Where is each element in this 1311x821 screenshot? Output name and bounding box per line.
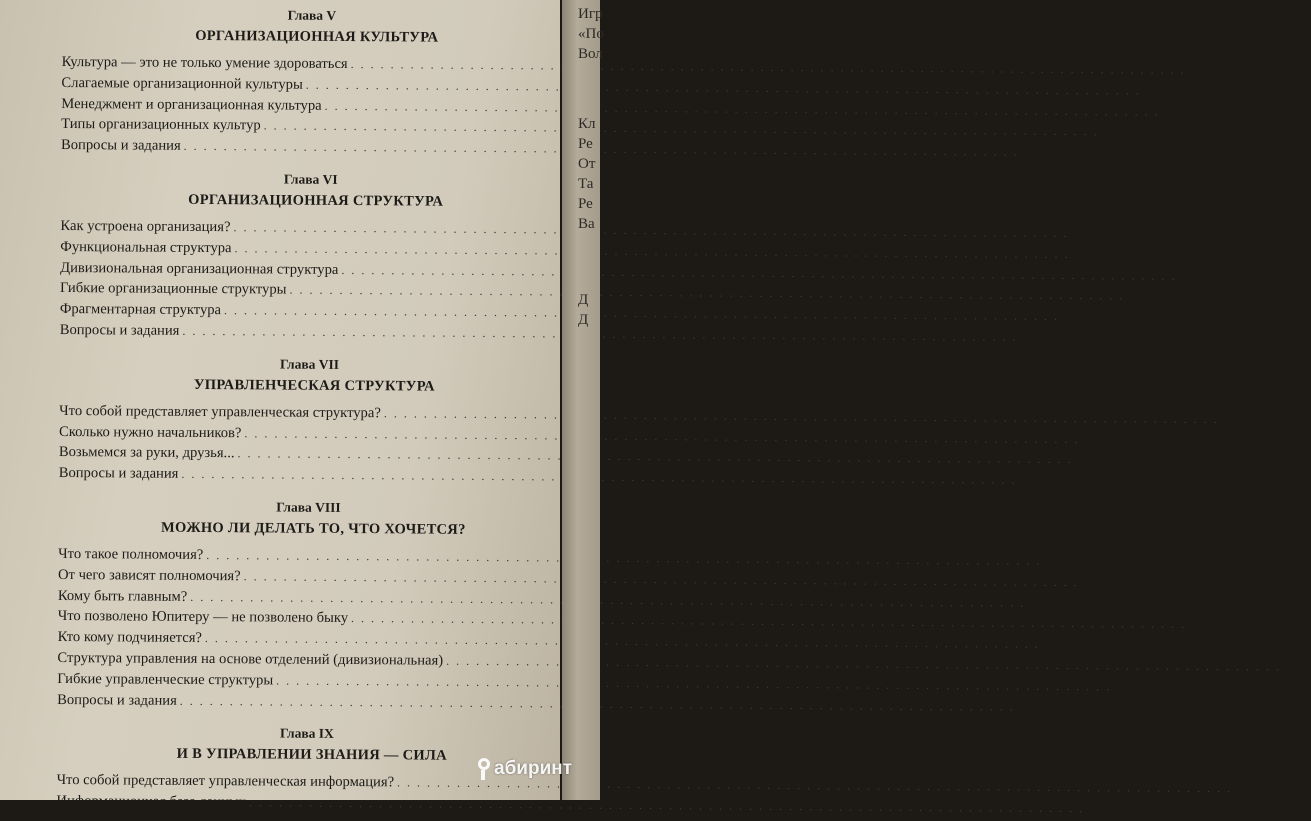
adjacent-page-fragment: «По — [578, 26, 604, 42]
entry-title: Что собой представляет управленческая структура? — [59, 402, 381, 422]
entry-page: 96 — [1197, 616, 1212, 632]
entry-title: Вопросы и задания — [60, 137, 181, 155]
entry-title: Типы организационных культур — [61, 116, 261, 134]
entry-title: Структура управления на основе отделений (дивизиональная) — [57, 649, 444, 669]
entry-title: Как устроена организация? — [60, 217, 231, 236]
entry-title: Дивизиональная организационная структура — [60, 259, 339, 278]
chapter-number: Глава V — [287, 7, 337, 23]
chapter-title: УПРАВЛЕНЧЕСКАЯ СТРУКТУРА — [193, 376, 435, 395]
entry-title: Функциональная структура — [60, 238, 232, 256]
entry-page: 106 — [1019, 698, 1040, 714]
adjacent-page-fragment: Вол — [578, 46, 603, 62]
adjacent-page-fragment: Та — [578, 176, 594, 192]
entry-title: Что позволено Юпитеру — не позволено быку — [57, 608, 349, 627]
entry-title: Менеджмент и организационная культура — [61, 95, 322, 114]
entry-title: Информационная база данных — [56, 793, 247, 811]
entry-page: 103 — [1285, 658, 1307, 674]
entry-title: Культура — это не только умение здороваться — [61, 53, 348, 72]
adjacent-page-fragment: Игр — [578, 6, 603, 22]
entry-title: Гибкие организационные структуры — [59, 280, 287, 298]
entry-page: 82 — [1028, 328, 1043, 344]
adjacent-page-fragment: Ва — [578, 216, 595, 232]
chapter-title: МОЖНО ЛИ ДЕЛАТЬ ТО, ЧТО ХОЧЕТСЯ? — [160, 519, 466, 538]
labirint-logo-icon — [476, 758, 492, 780]
adjacent-page-fragment: Ре — [578, 196, 593, 212]
entry-page: 91 — [1052, 552, 1067, 568]
adjacent-page-fragment: Кл — [578, 116, 596, 132]
chapter-section-7 — [58, 355, 1244, 488]
toc-entry[interactable] — [59, 320, 1043, 344]
toc-entry[interactable] — [56, 791, 1110, 816]
entry-page: 58 — [1197, 61, 1211, 78]
entry-title: Кому быть главным? — [57, 587, 188, 605]
entry-title: Кто кому подчиняется? — [57, 629, 202, 647]
entry-title: Вопросы и задания — [58, 465, 179, 482]
entry-title: Что собой представляет управленческая информация? — [56, 772, 395, 791]
toc-entry[interactable] — [58, 463, 1042, 488]
entry-page: 87 — [1083, 451, 1098, 467]
entry-page: 108 — [1236, 780, 1258, 796]
chapter-number: Глава IX — [279, 725, 334, 742]
adjacent-page-edge — [562, 0, 604, 800]
entry-page: 63 — [1171, 103, 1185, 119]
entry-page: 72 — [1080, 245, 1095, 261]
chapter-section-9 — [56, 724, 1258, 816]
adjacent-page-fragment: От — [578, 156, 596, 172]
entry-title: Фрагментарная структура — [59, 301, 222, 319]
entry-title: От чего зависят полномочия? — [57, 566, 241, 585]
labirint-watermark — [476, 758, 572, 780]
entry-page: 93 — [1090, 573, 1104, 590]
entry-page: 84 — [1090, 430, 1105, 446]
chapter-number: Глава VI — [283, 171, 338, 187]
entry-page: 99 — [1051, 636, 1065, 652]
entry-page: 69 — [1030, 143, 1044, 160]
chapter-number: Глава VII — [279, 356, 340, 372]
chapter-title: ОРГАНИЗАЦИОННАЯ КУЛЬТУРА — [195, 27, 439, 46]
entry-title: Вопросы и задания — [57, 691, 177, 709]
adjacent-page-fragment: Д — [578, 312, 589, 328]
entry-page: 79 — [1070, 308, 1085, 324]
entry-page: 83 — [1230, 410, 1244, 427]
adjacent-page-fragment: Д — [578, 292, 589, 308]
entry-title: Сколько нужно начальников? — [58, 423, 242, 441]
entry-page: 77 — [1135, 287, 1150, 303]
entry-page: 61 — [1152, 82, 1166, 98]
adjacent-page-fragment: Ре — [578, 136, 593, 152]
entry-page: 110 — [1089, 800, 1110, 816]
entry-title: Слагаемые организационной культуры — [61, 74, 303, 93]
chapter-number: Глава VIII — [276, 499, 341, 515]
entry-title: Вопросы и задания — [59, 321, 180, 339]
entry-page: 74 — [1187, 267, 1202, 283]
watermark-text: абиринт — [494, 758, 573, 779]
entry-page: 94 — [1036, 594, 1051, 610]
dot-leader — [249, 792, 1084, 819]
entry-page: 71 — [1079, 225, 1094, 241]
entry-title: Что такое полномочия? — [58, 545, 204, 563]
entry-page: 105 — [1115, 678, 1137, 694]
entry-page: 90 — [1027, 471, 1042, 488]
chapter-section-8 — [57, 498, 1307, 714]
entry-title: Возьмемся за руки, друзья... — [58, 444, 235, 462]
toc-entry[interactable] — [57, 690, 1040, 714]
chapter-title: ОРГАНИЗАЦИОННАЯ СТРУКТУРА — [188, 191, 444, 210]
entry-page: 65 — [1110, 123, 1124, 139]
chapter-title: И В УПРАВЛЕНИИ ЗНАНИЯ — СИЛА — [176, 746, 447, 765]
entry-title: Гибкие управленческие структуры — [57, 670, 274, 689]
